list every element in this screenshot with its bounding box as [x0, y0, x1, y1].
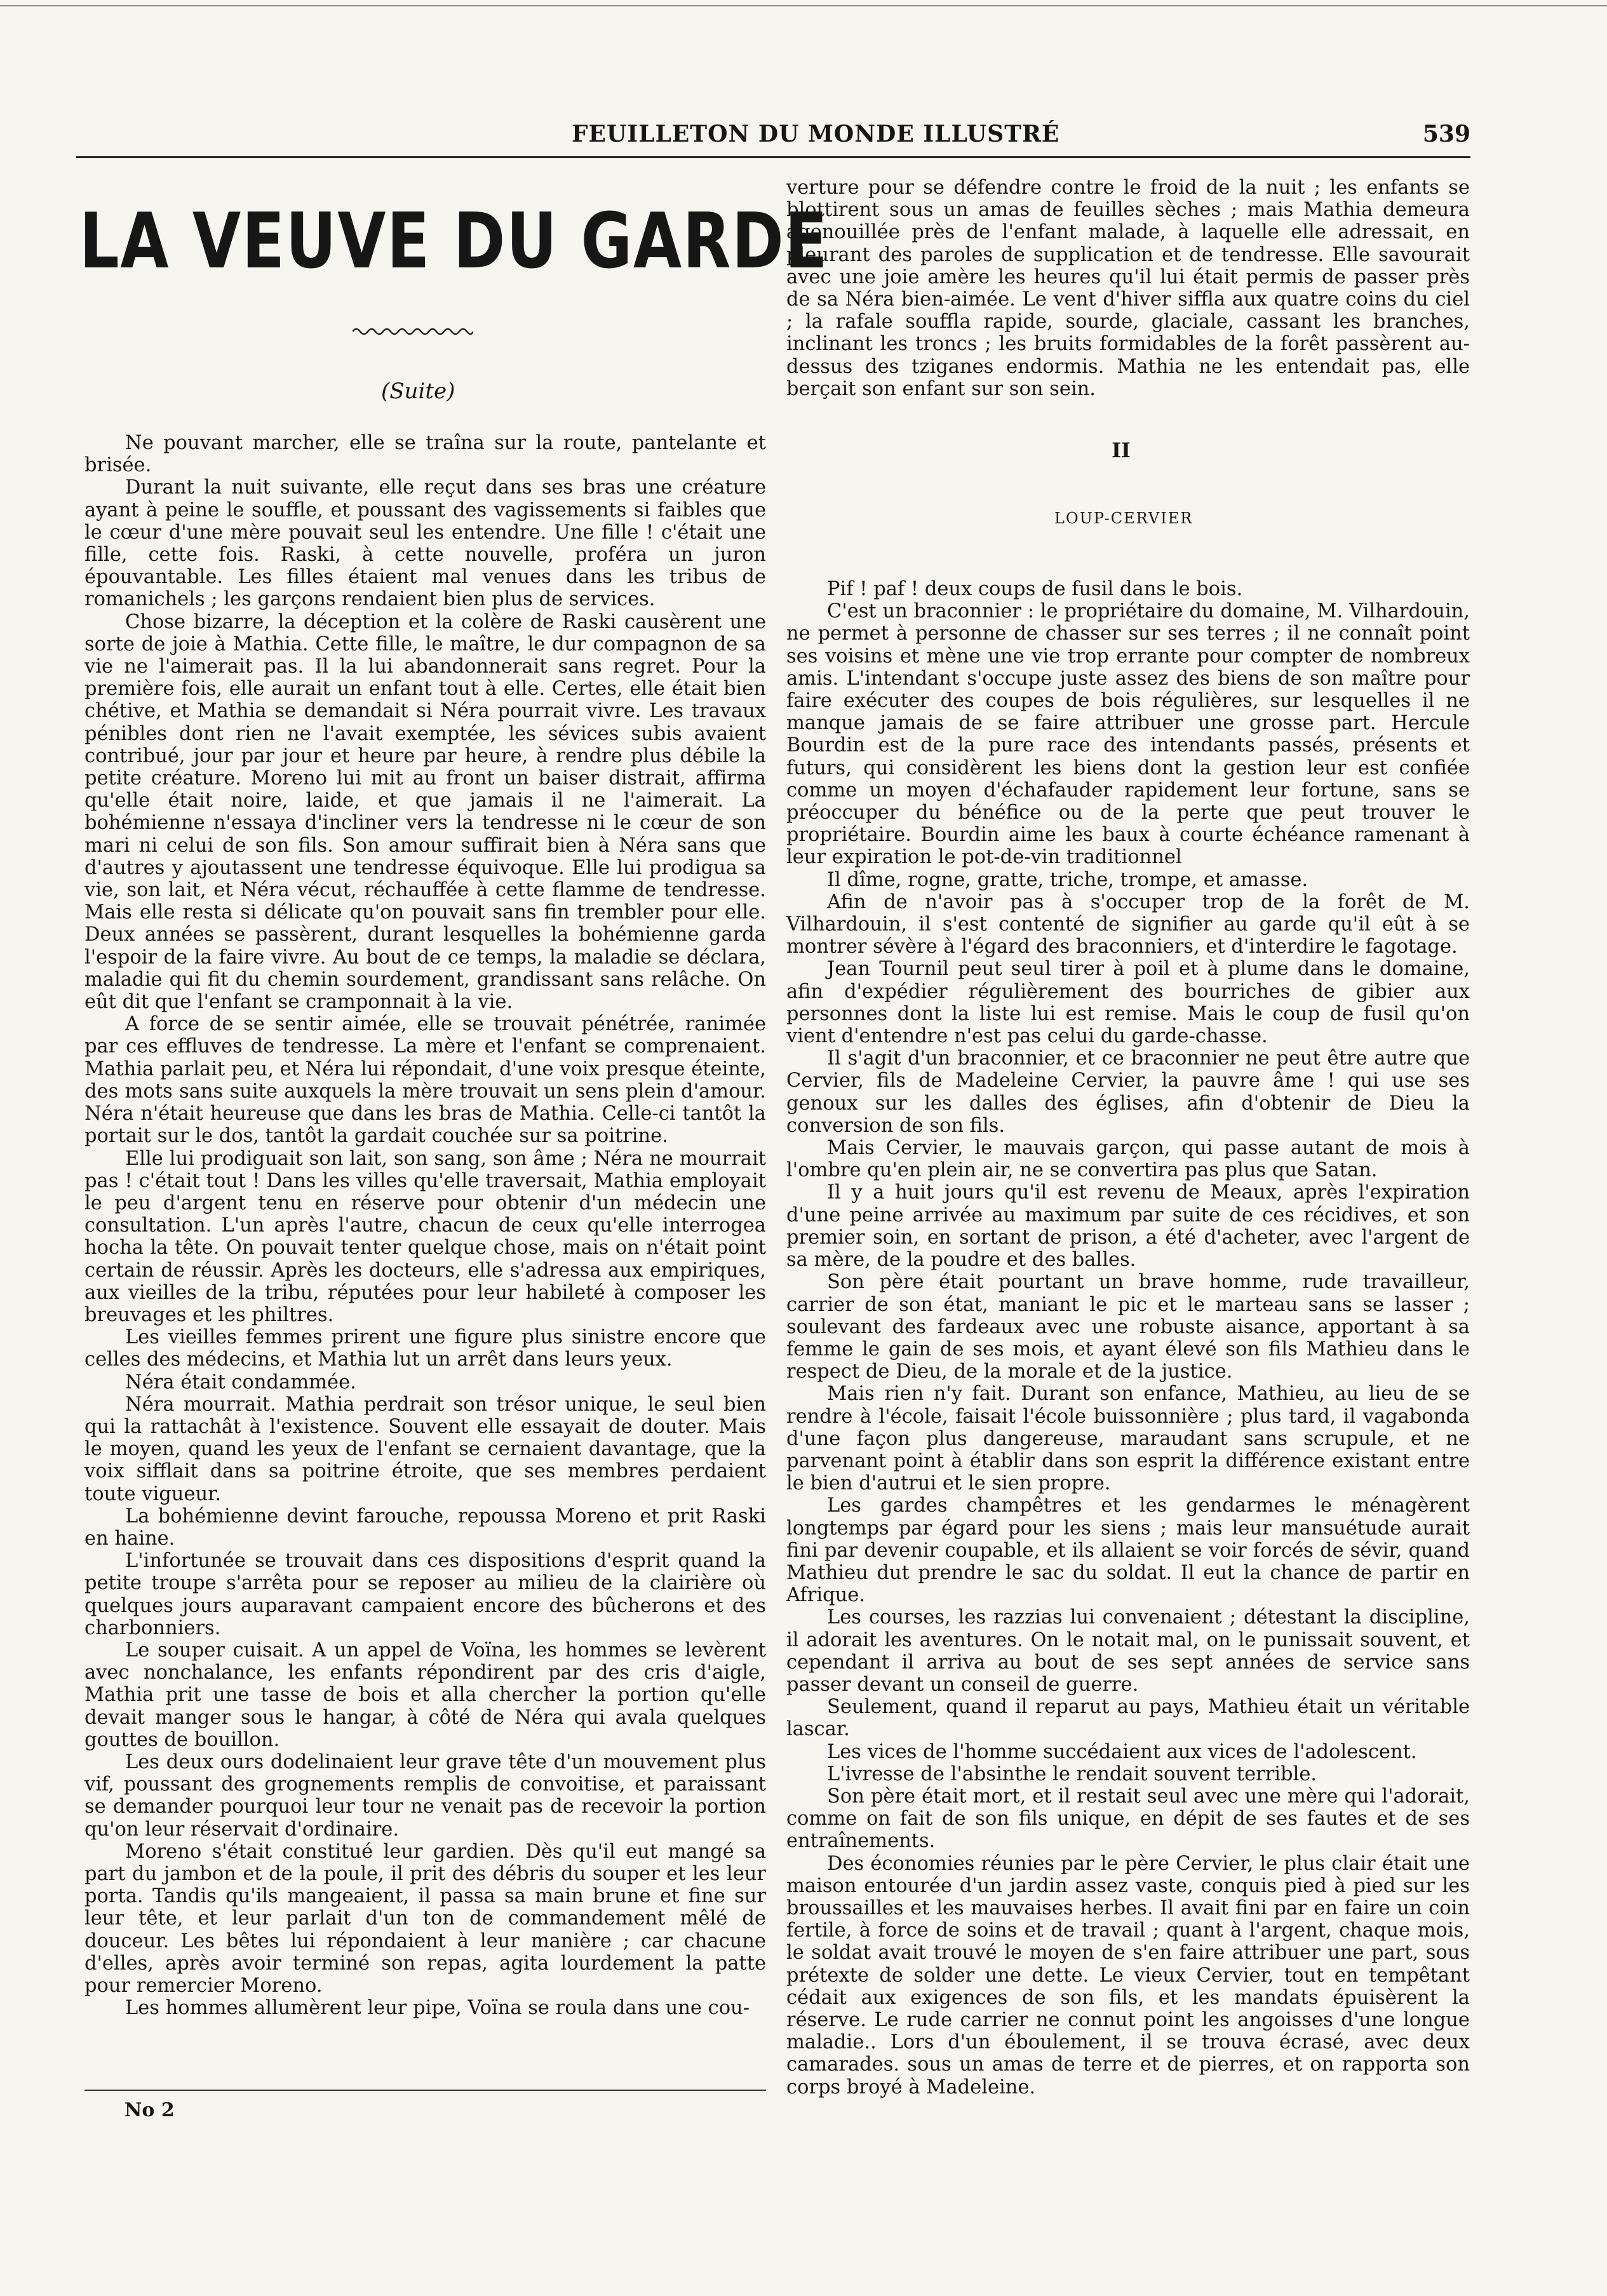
page-top-edge [0, 0, 1607, 6]
paragraph: Elle lui prodiguait son lait, son sang, son âme ; Néra ne mourrait pas ! c'était tout ! Dans les villes qu'elle traversait, Mathia employait le peu d'argent tenu en réserve pour obtenir d'un médecin une consultation. L'un après l'autre, chacun de ceux qu'elle interrogea hocha la tête. On pouvait tenter quelque chose, mais on n'était point certain de réussir. Après les docteurs, elle s'adressa aux empiriques, aux vieilles de la tribu, réputées pour leur habileté à composer les breuvages et les philtres. [84, 1147, 766, 1326]
paragraph: Les vices de l'homme succédaient aux vices de l'adolescent. [827, 1740, 1417, 1763]
paragraph: Seulement, quand il reparut au pays, Mathieu était un véritable lascar. [786, 1696, 1470, 1741]
article-title: LA VEUVE DU GARDE [79, 198, 829, 286]
paragraph: Les hommes allumèrent leur pipe, Voïna se roula dans une cou- [125, 1997, 750, 2020]
article-subtitle: (Suite) [381, 379, 455, 404]
footer-number: No 2 [124, 2099, 175, 2121]
paragraph: Moreno s'était constitué leur gardien. Dès qu'il eut mangé sa part du jambon et de la poule, il prit des débris du souper et les leur porta. Tandis qu'ils mangeaient, il passa sa main brune et fine sur leur tête, et leur parlait d'un ton de commandement mêlé de douceur. Les bêtes lui répondaient à leur manière ; car chacune d'elles, après avoir terminé son repas, agita lourdement la patte pour remercier Moreno. [84, 1840, 766, 1997]
paragraph: La bohémienne devint farouche, repoussa Moreno et prit Raski en haine. [84, 1505, 766, 1550]
right-column [786, 578, 1470, 2098]
paragraph: Les deux ours dodelinaient leur grave tête d'un mouvement plus vif, poussant des grognements remplis de convoitise, et paraissant se demander pourquoi leur tour ne venait pas de recevoir la portion qu'on leur réservait d'ordinaire. [84, 1750, 766, 1841]
wave-ornament [353, 324, 473, 339]
paragraph: Des économies réunies par le père Cervier, le plus clair était une maison entourée d'un jardin assez vaste, conquis pied à pied sur les broussailles et les mauvaises herbes. Il avait fini par en faire un coin fertile, à force de soins et de travail ; quant à l'argent, chaque mois, le soldat avait trouvé le moyen de s'en faire attribuer une part, sous prétexte de solder une dette. Le vieux Cervier, tout en tempêtant cédait aux exigences de son fils, et les mandats épuisèrent la réserve. Le rude carrier ne connut point les angoisses d'une longue maladie.. Lors d'un éboulement, il se trouva écrasé, avec deux camarades. sous un amas de terre et de pierres, et on rapporta son corps broyé à Madeleine. [786, 1852, 1470, 2098]
left-column [84, 432, 766, 2019]
paragraph: Il dîme, rogne, gratte, triche, trompe, et amasse. [827, 868, 1308, 891]
paragraph: L'ivresse de l'absinthe le rendait souvent terrible. [827, 1762, 1317, 1785]
paragraph: Le souper cuisait. A un appel de Voïna, les hommes se levèrent avec nonchalance, les enfants répondirent par des cris d'aigle, Mathia prit une tasse de bois et alla chercher la portion qu'elle devait manger sous le hangar, à côté de Néra qui avala quelques gouttes de bouillon. [84, 1639, 766, 1751]
paragraph: Mais rien n'y fait. Durant son enfance, Mathieu, au lieu de se rendre à l'école, faisait l'école buissonnière ; plus tard, il vagabonda d'une façon plus dangereuse, maraudant sans scrupule, et ne parvenant point à établir dans son esprit la différence existant entre le bien d'autrui et le sien propre. [786, 1383, 1470, 1495]
paragraph: Les gardes champêtres et les gendarmes le ménagèrent longtemps par égard pour les siens ; mais leur mansuétude aurait fini par devenir coupable, et ils allaient se voir forcés de sévir, quand Mathieu dut prendre le sac du soldat. Il eut la chance de partir en Afrique. [786, 1494, 1470, 1607]
chapter-title: LOUP-CERVIER [1054, 509, 1193, 527]
paragraph: A force de se sentir aimée, elle se trouvait pénétrée, ranimée par ces effluves de tendresse. La mère et l'enfant se comprenaient. Mathia parlait peu, et Néra lui répondait, d'une voix presque éteinte, des mots sans suite auxquels la mère trouvait un sens plein d'amour. Néra n'était heureuse que dans les bras de Mathia. Celle-ci tantôt la portait sur le dos, tantôt la gardait couchée sur sa poitrine. [84, 1013, 766, 1148]
paragraph: Son père était pourtant un brave homme, rude travailleur, carrier de son état, maniant le pic et le marteau sans se lasser ; soulevant des fardeaux avec une robuste aisance, apportant à sa femme le gain de ses mois, et ayant élevé son fils Mathieu dans le respect de Dieu, de la morale et de la justice. [786, 1271, 1470, 1383]
paragraph: Les vieilles femmes prirent une figure plus sinistre encore que celles des médecins, et Mathia lut un arrêt dans leurs yeux. [84, 1326, 766, 1371]
paragraph: Néra mourrait. Mathia perdrait son trésor unique, le seul bien qui la rattachât à l'existence. Souvent elle essayait de douter. Mais le moyen, quand les yeux de l'enfant se cernaient davantage, que la voix sifflait dans sa poitrine étroite, que ses membres perdaient toute vigueur. [84, 1393, 766, 1505]
paragraph: C'est un braconnier : le propriétaire du domaine, M. Vilhardouin, ne permet à personne de chasser sur ses terres ; il ne connaît point ses voisins et mène une vie trop errante pour compter de nombreux amis. L'intendant s'occupe juste assez des biens de son maître pour faire exécuter des coupes de bois régulières, sur lesquelles il ne manque jamais de se faire attribuer une grosse part. Hercule Bourdin est de la pure race des intendants passés, présents et futurs, qui considèrent les biens dont la gestion leur est confiée comme un moyen d'échafauder rapidement leur fortune, sans se préoccuper du bénéfice ou de la perte que peut trouver le propriétaire. Bourdin aime les baux à courte échéance ramenant à leur expiration le pot-de-vin traditionnel [786, 600, 1470, 869]
paragraph: L'infortunée se trouvait dans ces dispositions d'esprit quand la petite troupe s'arrêta pour se reposer au milieu de la clairière où quelques jours auparavant campaient encore des bûcherons et des charbonniers. [84, 1550, 766, 1639]
paragraph: verture pour se défendre contre le froid de la nuit ; les enfants se blottirent sous un amas de feuilles sèches ; mais Mathia demeura agenouillée près de l'enfant malade, à laquelle elle adressait, en pleurant des paroles de supplication et de tendresse. Elle savourait avec une joie amère les heures qu'il lui était permis de passer près de sa Néra bien-aimée. Le vent d'hiver siffla aux quatre coins du ciel ; la rafale souffla rapide, sourde, glaciale, cassant les branches, inclinant les troncs ; les bruits formidables de la forêt passèrent au-dessus des tziganes endormis. Mathia ne les entendait pas, elle berçait son enfant sur son sein. [786, 177, 1470, 400]
paragraph: Néra était condammée. [125, 1371, 356, 1393]
running-header [76, 118, 1470, 158]
paragraph: Chose bizarre, la déception et la colère de Raski causèrent une sorte de joie à Mathia. Cette fille, le maître, le dur compagnon de sa vie ne l'aimerait pas. Il la lui abandonnerait sans regret. Pour la première fois, elle aurait un enfant tout à elle. Certes, elle était bien chétive, et Mathia se demandait si Néra pourrait vivre. Les travaux pénibles dont rien ne l'avait exemptée, les sévices subis avaient contribué, jour par jour et heure par heure, à rendre plus débile la petite créature. Moreno lui mit au front un baiser distrait, affirma qu'elle était noire, laide, et que jamais il ne l'aimerait. La bohémienne n'essaya d'incliner vers la tendresse ni le cœur de son mari ni celui de son fils. Son amour suffirait bien à Néra sans que d'autres y ajoutassent une tendresse équivoque. Elle lui prodigua sa vie, son lait, et Néra vécut, réchauffée à cette flamme de tendresse. Mais elle resta si délicate qu'on pouvait sans fin trembler pour elle. Deux années se passèrent, durant lesquelles la bohémienne garda l'espoir de la faire vivre. Au bout de ce temps, la maladie se déclara, maladie qui fit du chemin sourdement, grandissant sans relâche. On eût dit que l'enfant se cramponnait à la vie. [84, 610, 766, 1014]
page-number: 539 [1422, 121, 1470, 147]
paragraph: Durant la nuit suivante, elle reçut dans ses bras une créature ayant à peine le souffle, et poussant des vagissements si faibles que le cœur d'une mère pouvait seul les entendre. Une fille ! c'était une fille, cette fois. Raski, à cette nouvelle, proféra un juron épouvantable. Les filles étaient mal venues dans les tribus de romanichels ; les garçons rendaient bien plus de services. [84, 476, 766, 611]
paragraph: Les courses, les razzias lui convenaient ; détestant la discipline, il adorait les aventures. On le notait mal, on le punissait souvent, et cependant il arriva au bout de ses sept années de service sans passer devant un conseil de guerre. [786, 1606, 1470, 1696]
paragraph: Son père était mort, et il restait seul avec une mère qui l'adorait, comme on fait de son fils unique, en dépit de ses fautes et de ses entraînements. [786, 1785, 1470, 1853]
paragraph: Ne pouvant marcher, elle se traîna sur la route, pantelante et brisée. [84, 432, 766, 477]
paragraph: Afin de n'avoir pas à s'occuper trop de la forêt de M. Vilhardouin, il s'est contenté de signifier au garde qu'il eût à se montrer sévère à l'égard des braconniers, et d'interdire le fagotage. [786, 890, 1470, 958]
paragraph: Il y a huit jours qu'il est revenu de Meaux, après l'expiration d'une peine arrivée au maximum par suite de ces récidives, et son premier soin, en sortant de prison, a été d'acheter, avec l'argent de sa mère, de la poudre et des balles. [786, 1181, 1470, 1272]
paragraph: Il s'agit d'un braconnier, et ce braconnier ne peut être autre que Cervier, fils de Madeleine Cervier, la pauvre âme ! qui use ses genoux sur les dalles des églises, afin d'obtenir de Dieu la conversion de son fils. [786, 1047, 1470, 1137]
right-column-top [786, 177, 1470, 400]
paragraph: Pif ! paf ! deux coups de fusil dans le bois. [827, 578, 1243, 600]
paragraph: Jean Tournil peut seul tirer à poil et à plume dans le domaine, afin d'expédier régulièrement des bourriches de gibier aux personnes dont la liste lui est remise. Mais le coup de fusil qu'on vient d'entendre n'est pas celui du garde-chasse. [786, 958, 1470, 1048]
footer-rule [84, 2090, 766, 2091]
header-title: FEUILLETON DU MONDE ILLUSTRÉ [572, 121, 1060, 147]
paragraph: Mais Cervier, le mauvais garçon, qui passe autant de mois à l'ombre qu'en plein air, ne se convertira pas plus que Satan. [786, 1137, 1470, 1182]
chapter-numeral: II [1112, 438, 1131, 462]
